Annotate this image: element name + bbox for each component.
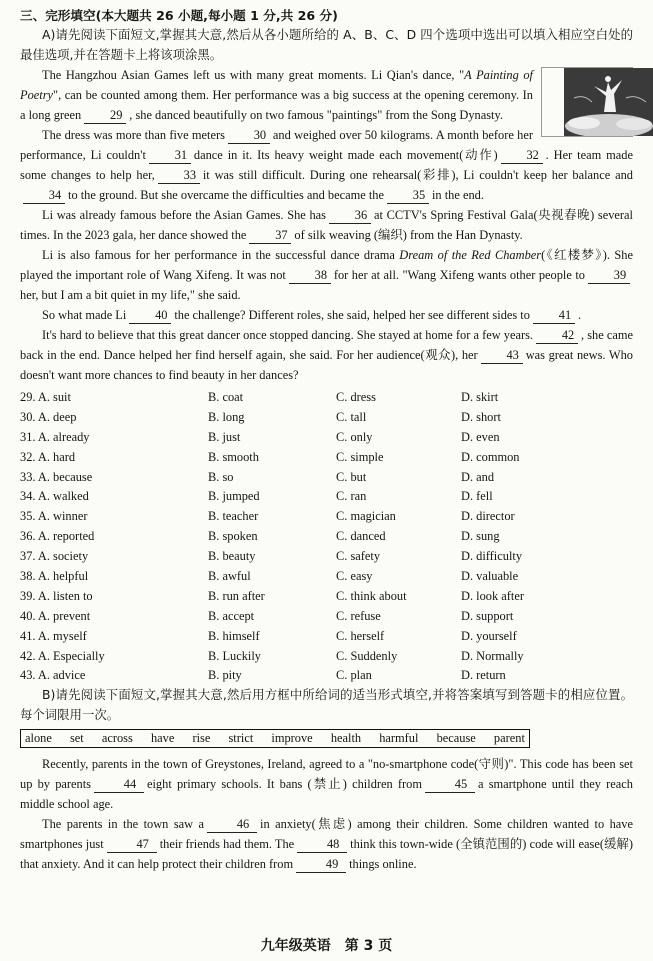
drama-title: Dream of the Red Chamber — [399, 248, 542, 262]
part-b-instruction: B)请先阅读下面短文,掌握其大意,然后用方框中所给词的适当形式填空,并将答案填写到答题卡的相应位置。每个词限用一次。 — [20, 687, 633, 723]
option-c[interactable]: C. easy — [336, 568, 373, 583]
word-bank-item: have — [150, 731, 175, 746]
blank-48[interactable]: 48 — [297, 837, 347, 853]
word-bank-item: health — [330, 731, 362, 746]
text: , she danced beautifully on two famous "paintings" from the Song Dynasty. — [129, 108, 503, 122]
word-bank-item: rise — [192, 731, 211, 746]
option-a[interactable]: 35. A. winner — [20, 509, 88, 524]
text: Li was already famous before the Asian Games. She has — [42, 208, 326, 222]
text: . Her team made some changes to help her, — [20, 148, 633, 182]
dancer-photo — [541, 67, 633, 137]
option-a[interactable]: 43. A. advice — [20, 668, 86, 683]
option-d[interactable]: D. sung — [461, 529, 500, 544]
text: things online. — [349, 857, 417, 872]
passage-a-paragraph-2 — [20, 125, 633, 205]
option-d[interactable]: D. and — [461, 469, 495, 484]
blank-47[interactable]: 47 — [107, 837, 157, 853]
blank-37[interactable]: 37 — [249, 228, 291, 244]
passage-b-paragraph-2 — [20, 814, 633, 874]
option-a[interactable]: 33. A. because — [20, 469, 93, 484]
word-bank-item: parent — [493, 731, 525, 746]
option-c[interactable]: C. ran — [336, 489, 367, 504]
option-b[interactable]: B. coat — [208, 389, 244, 404]
option-row-29 — [20, 387, 633, 407]
word-bank-item: alone — [25, 731, 52, 746]
option-b[interactable]: B. pity — [208, 668, 242, 683]
blank-29[interactable]: 29 — [84, 108, 126, 124]
option-d[interactable]: D. short — [461, 409, 501, 424]
text: in the end. — [431, 188, 484, 202]
option-row-31 — [20, 427, 633, 447]
option-d[interactable]: D. even — [461, 429, 500, 444]
option-row-40 — [20, 606, 633, 626]
option-d[interactable]: D. difficulty — [461, 549, 523, 564]
option-a[interactable]: 31. A. already — [20, 429, 90, 444]
option-b[interactable]: B. Luckily — [208, 648, 261, 663]
option-row-38 — [20, 566, 633, 586]
blank-39[interactable]: 39 — [588, 268, 630, 284]
option-c[interactable]: C. danced — [336, 529, 386, 544]
text: The dress was more than five meters — [42, 128, 225, 142]
option-d[interactable]: D. look after — [461, 588, 524, 603]
option-row-33 — [20, 467, 633, 487]
option-c[interactable]: C. dress — [336, 389, 376, 404]
option-a[interactable]: 30. A. deep — [20, 409, 77, 424]
blank-34[interactable]: 34 — [23, 188, 65, 204]
blank-41[interactable]: 41 — [533, 308, 575, 324]
blank-32[interactable]: 32 — [501, 148, 543, 164]
blank-43[interactable]: 43 — [481, 348, 523, 364]
text: of silk weaving (编织) from the Han Dynasty. — [294, 228, 523, 242]
blank-38[interactable]: 38 — [289, 268, 331, 284]
option-d[interactable]: D. skirt — [461, 389, 499, 404]
option-a[interactable]: 37. A. society — [20, 549, 89, 564]
option-b[interactable]: B. just — [208, 429, 241, 444]
text: The parents in the town saw a — [42, 817, 205, 832]
text: . — [577, 308, 582, 322]
option-d[interactable]: D. director — [461, 509, 515, 524]
text: it was still difficult. During one rehearsal(彩排), Li couldn't keep her balance and — [202, 168, 633, 182]
option-c[interactable]: C. only — [336, 429, 373, 444]
option-b[interactable]: B. awful — [208, 568, 251, 583]
option-d[interactable]: D. return — [461, 668, 506, 683]
blank-35[interactable]: 35 — [387, 188, 429, 204]
option-c[interactable]: C. magician — [336, 509, 396, 524]
blank-44[interactable]: 44 — [94, 777, 144, 793]
option-d[interactable]: D. valuable — [461, 568, 519, 583]
option-b[interactable]: B. beauty — [208, 549, 256, 564]
text: Li is also famous for her performance in the successful dance drama — [42, 248, 395, 262]
option-a[interactable]: 29. A. suit — [20, 389, 71, 404]
blank-45[interactable]: 45 — [425, 777, 475, 793]
option-row-35 — [20, 506, 633, 526]
text: her, but I am a bit quiet in my life," she said. — [20, 288, 241, 302]
option-row-43 — [20, 665, 633, 685]
page-footer: 九年级英语 第 3 页 — [260, 938, 393, 954]
option-a[interactable]: 40. A. prevent — [20, 608, 91, 623]
text: dance in it. Its heavy weight made each movement(动作) — [193, 148, 498, 162]
option-c[interactable]: C. simple — [336, 449, 384, 464]
passage-b-paragraph-1 — [20, 754, 633, 814]
option-c[interactable]: C. herself — [336, 628, 385, 643]
option-b[interactable]: B. himself — [208, 628, 260, 643]
text: was great news. Who doesn't want more chances to find beauty in her dances? — [20, 348, 634, 382]
option-d[interactable]: D. fell — [461, 489, 493, 504]
text: a smartphone until they reach middle school age. — [20, 777, 633, 812]
option-a[interactable]: 41. A. myself — [20, 628, 87, 643]
blank-40[interactable]: 40 — [129, 308, 171, 324]
option-row-42 — [20, 646, 633, 666]
option-a[interactable]: 32. A. hard — [20, 449, 76, 464]
blank-49[interactable]: 49 — [296, 857, 346, 873]
option-c[interactable]: C. think about — [336, 588, 407, 603]
text: their friends had them. The — [159, 837, 295, 852]
option-d[interactable]: D. yourself — [461, 628, 517, 643]
option-c[interactable]: C. refuse — [336, 608, 381, 623]
blank-30[interactable]: 30 — [228, 128, 270, 144]
option-a[interactable]: 42. A. Especially — [20, 648, 105, 663]
dancer-photo-icon — [564, 68, 653, 136]
option-row-32 — [20, 447, 633, 467]
option-d[interactable]: D. common — [461, 449, 520, 464]
option-b[interactable]: B. accept — [208, 608, 255, 623]
option-c[interactable]: C. safety — [336, 549, 381, 564]
text: and weighed over 50 kilograms. A month before her performance, Li couldn't — [20, 128, 534, 162]
option-row-30 — [20, 407, 633, 427]
text: , she came back in the end. Dance helped her find herself again, she said. For her audience(观众), her — [20, 328, 633, 362]
text: eight primary schools. It bans (禁止) children from — [146, 777, 422, 792]
text: So what made Li — [42, 308, 127, 322]
option-row-34 — [20, 486, 633, 506]
option-c[interactable]: C. plan — [336, 668, 372, 683]
text: The Hangzhou Asian Games left us with many great moments. Li Qian's dance, " — [42, 68, 465, 82]
option-b[interactable]: B. teacher — [208, 509, 259, 524]
part-a-instruction: A)请先阅读下面短文,掌握其大意,然后从各小题所给的 A、B、C、D 四个选项中选出可以填入相应空白处的最佳选项,并在答题卡上将该项涂黑。 — [20, 27, 633, 62]
passage-a-paragraph-1 — [20, 65, 633, 125]
options-list — [20, 387, 633, 685]
option-row-36 — [20, 526, 633, 546]
text: to the ground. But she overcame the difficulties and became the — [68, 188, 384, 202]
blank-36[interactable]: 36 — [329, 208, 371, 224]
option-row-39 — [20, 586, 633, 606]
text: the challenge? Different roles, she said, helped her see different sides to — [174, 308, 530, 322]
word-bank-item: set — [69, 731, 84, 746]
word-bank-item: harmful — [379, 731, 419, 746]
passage-a-paragraph-4 — [20, 245, 633, 305]
text: in anxiety(焦虑) among their children. Some children wanted to have smartphones just — [20, 817, 633, 852]
text: for her at all. "Wang Xifeng wants other people to — [333, 268, 585, 282]
option-b[interactable]: B. run after — [208, 588, 265, 603]
word-bank-item: because — [436, 731, 476, 746]
option-c[interactable]: C. but — [336, 469, 367, 484]
option-row-41 — [20, 626, 633, 646]
passage-a-paragraph-3 — [20, 205, 633, 245]
word-bank-item: strict — [228, 731, 254, 746]
text: It's hard to believe that this great dancer once stopped dancing. She stayed at home for a few years. — [42, 328, 534, 342]
section-title: 三、完形填空(本大题共 26 小题,每小题 1 分,共 26 分) — [20, 8, 338, 23]
option-b[interactable]: B. spoken — [208, 529, 258, 544]
option-b[interactable]: B. long — [208, 409, 245, 424]
option-a[interactable]: 36. A. reported — [20, 529, 95, 544]
word-bank-item: across — [101, 731, 133, 746]
option-c[interactable]: C. tall — [336, 409, 367, 424]
dance-title: A Painting of Poetry — [20, 68, 533, 102]
text: at CCTV's Spring Festival Gala(央视春晚) several times. In the 2023 gala, her dance showed the — [20, 208, 633, 242]
blank-46[interactable]: 46 — [207, 817, 257, 833]
text: (《红楼梦》). She played the important role of Wang Xifeng. It was not — [20, 248, 633, 282]
blank-42[interactable]: 42 — [536, 328, 578, 344]
passage-a-paragraph-6 — [20, 325, 633, 385]
text: Recently, parents in the town of Greystones, Ireland, agreed to a "no-smartphone code(守则)". This code has been set up by parents — [20, 757, 633, 792]
option-b[interactable]: B. jumped — [208, 489, 260, 504]
option-d[interactable]: D. Normally — [461, 648, 524, 663]
blank-33[interactable]: 33 — [158, 168, 200, 184]
text: ", can be counted among them. Her performance was a big success at the opening ceremony. In a long green — [20, 88, 533, 122]
option-b[interactable]: B. so — [208, 469, 234, 484]
option-a[interactable]: 38. A. helpful — [20, 568, 89, 583]
word-bank-box — [20, 729, 530, 748]
option-a[interactable]: 34. A. walked — [20, 489, 89, 504]
option-a[interactable]: 39. A. listen to — [20, 588, 93, 603]
option-row-37 — [20, 546, 633, 566]
option-d[interactable]: D. support — [461, 608, 514, 623]
word-bank-item: improve — [271, 731, 313, 746]
option-b[interactable]: B. smooth — [208, 449, 259, 464]
blank-31[interactable]: 31 — [149, 148, 191, 164]
passage-a-paragraph-5 — [20, 305, 633, 325]
text: think this town-wide (全镇范围的) code will ease(缓解) that anxiety. And it can help protect their children from — [20, 837, 633, 872]
option-c[interactable]: C. Suddenly — [336, 648, 398, 663]
